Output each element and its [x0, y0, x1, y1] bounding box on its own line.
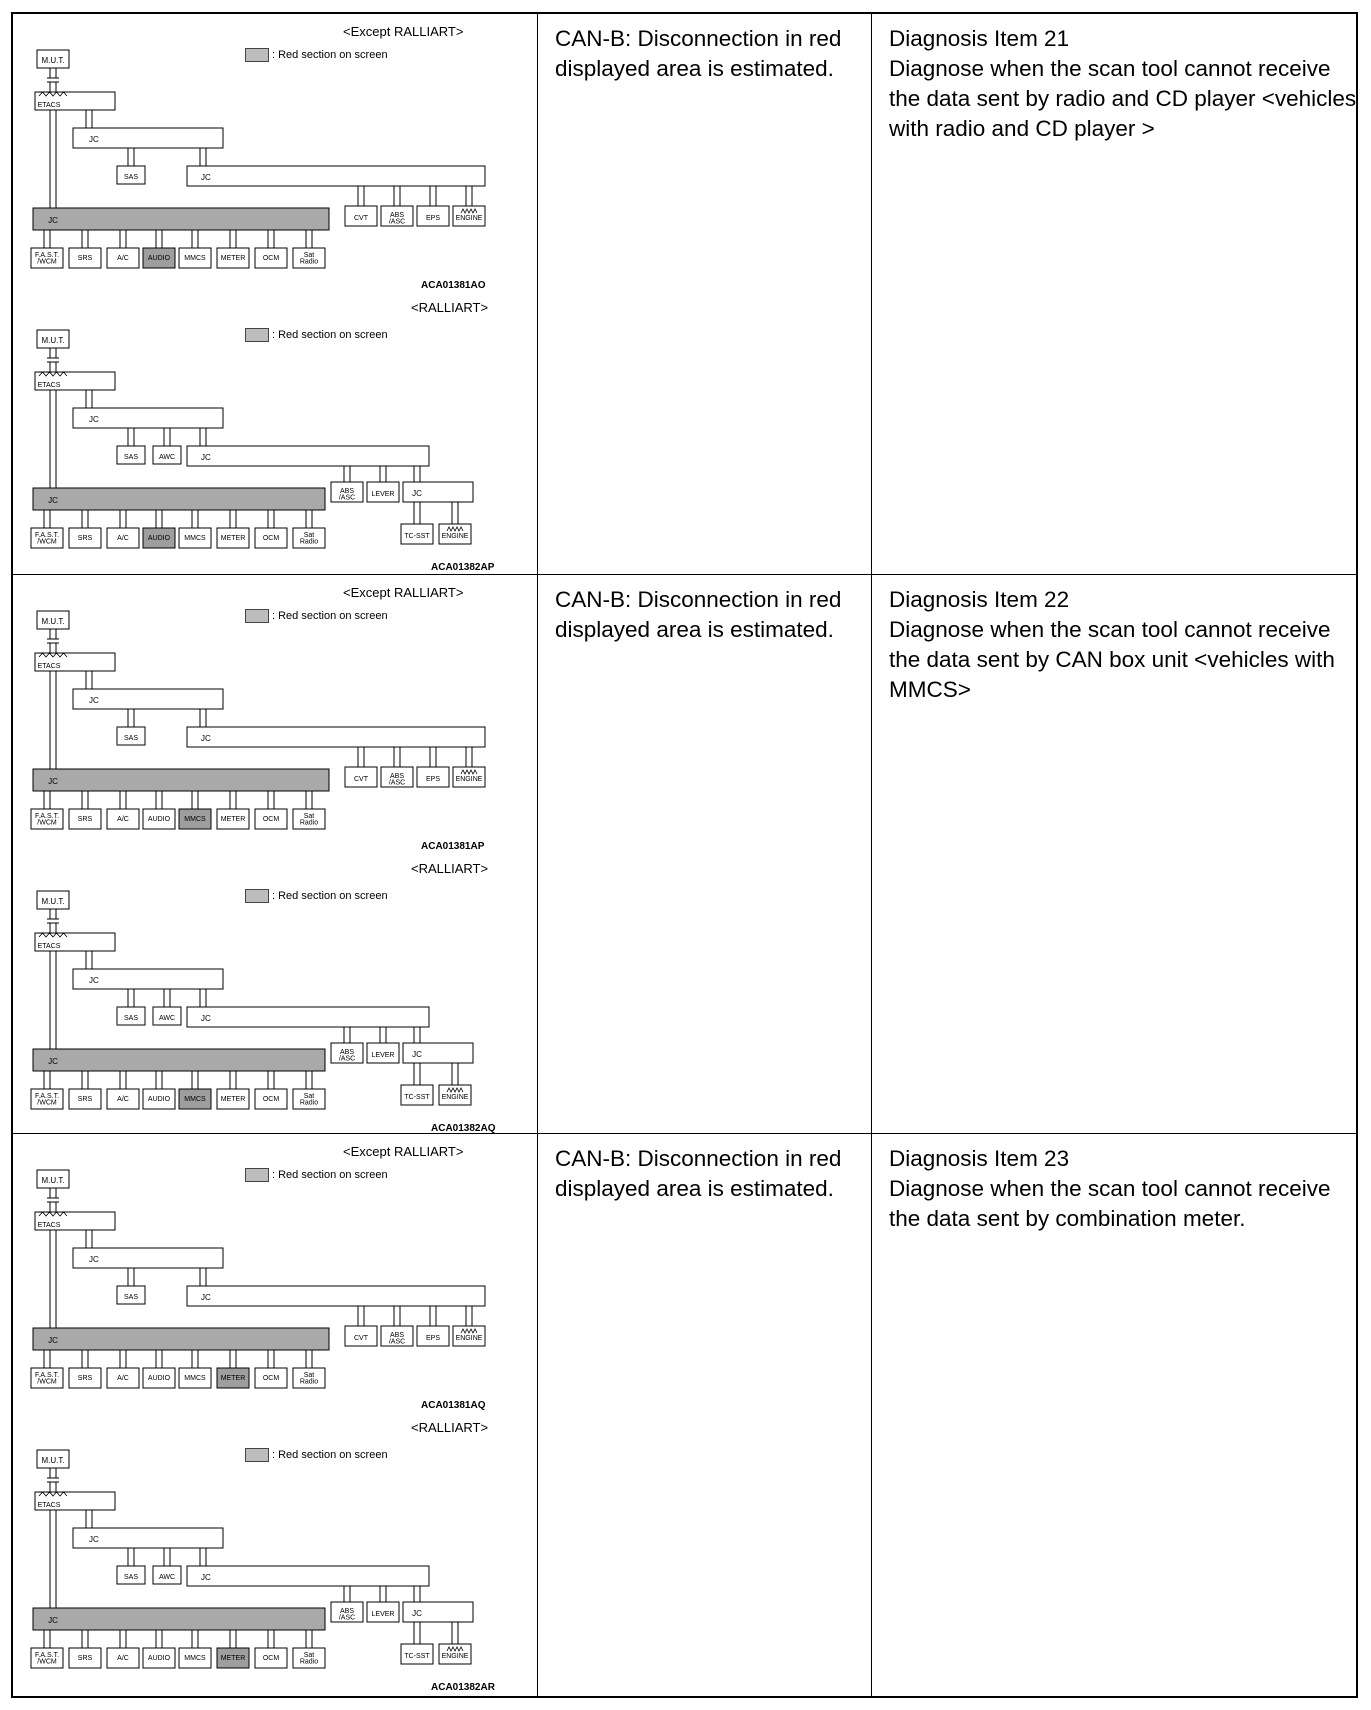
jc-label: JC: [89, 976, 99, 985]
diagram-title: <Except RALLIART>: [343, 585, 464, 600]
jc-label: JC: [48, 1616, 58, 1625]
mut-label: M.U.T.: [41, 1176, 65, 1185]
figure-code: ACA01382AR: [431, 1682, 495, 1693]
node-label: TC-SST: [404, 1653, 430, 1660]
node-label: Sat Radio: [299, 812, 319, 827]
jc-box: [187, 446, 429, 466]
jc-box: [187, 1286, 485, 1306]
diagram-except-ralliart: [13, 22, 538, 292]
diagram-title: <Except RALLIART>: [343, 1144, 464, 1159]
diagram-title: <RALLIART>: [411, 1420, 489, 1435]
node-label: Sat Radio: [299, 251, 319, 266]
figure-code: ACA01382AQ: [431, 1123, 496, 1134]
node-label: TC-SST: [404, 1094, 430, 1101]
jc-label: JC: [48, 216, 58, 225]
node-label: EPS: [425, 776, 441, 783]
node-label: CVT: [354, 776, 368, 783]
result-cell: [555, 1144, 875, 1204]
node-label: AUDIO: [147, 1655, 171, 1662]
node-label: ABS /ASC: [388, 1331, 406, 1346]
node-label: TC-SST: [404, 533, 430, 540]
node-label: OCM: [262, 1655, 280, 1662]
node-label: A/C: [117, 535, 129, 542]
jc-label: JC: [412, 489, 422, 498]
diagnosis-item-cell: [889, 24, 1359, 144]
node-label: METER: [220, 1375, 246, 1382]
jc-bus: [33, 1608, 325, 1630]
jc-label: JC: [48, 777, 58, 786]
jc-label: JC: [89, 415, 99, 424]
node-label: MMCS: [184, 535, 206, 542]
node-label: Sat Radio: [299, 1651, 319, 1666]
jc-bus: [33, 1049, 325, 1071]
can-bus-diagram: [19, 318, 519, 558]
diagnosis-item-description: Diagnose when the scan tool cannot receive the data sent by CAN box unit <vehicles with MMCS>: [889, 617, 1335, 702]
can-bus-diagram: [19, 1438, 519, 1678]
node-label: SRS: [77, 255, 93, 262]
jc-label: JC: [201, 453, 211, 462]
etacs-label: ETACS: [37, 1502, 61, 1509]
mut-label: M.U.T.: [41, 336, 65, 345]
node-label: A/C: [117, 1375, 129, 1382]
figure-code: ACA01381AO: [421, 280, 486, 291]
jc-bus: [33, 208, 329, 230]
node-label: EPS: [425, 215, 441, 222]
node-label: AUDIO: [147, 255, 171, 262]
legend-text: : Red section on screen: [272, 889, 388, 902]
result-text: CAN-B: Disconnection in red displayed area is estimated.: [555, 26, 842, 81]
node-label: SRS: [77, 535, 93, 542]
node-label: OCM: [262, 1096, 280, 1103]
node-label: AUDIO: [147, 535, 171, 542]
node-label: ENGINE: [441, 1094, 469, 1101]
etacs-label: ETACS: [37, 943, 61, 950]
figure-code: ACA01382AP: [431, 562, 495, 573]
figure-code: ACA01381AQ: [421, 1400, 486, 1411]
diagram-except-ralliart: [13, 583, 538, 853]
etacs-label: ETACS: [37, 1222, 61, 1229]
jc-bus: [33, 488, 325, 510]
node-label: EPS: [425, 1335, 441, 1342]
node-label: METER: [220, 255, 246, 262]
diagnosis-item-title: Diagnosis Item 23: [889, 1146, 1070, 1171]
legend-text: : Red section on screen: [272, 1168, 388, 1181]
diagnosis-item-cell: [889, 1144, 1359, 1234]
diagnosis-item-title: Diagnosis Item 22: [889, 587, 1070, 612]
sas-label: SAS: [123, 735, 139, 742]
node-label: CVT: [354, 1335, 368, 1342]
legend-text: : Red section on screen: [272, 328, 388, 341]
node-label: METER: [220, 535, 246, 542]
node-label: OCM: [262, 816, 280, 823]
node-label: MMCS: [184, 1375, 206, 1382]
jc-label: JC: [89, 1255, 99, 1264]
node-label: F.A.S.T. /WCM: [34, 1651, 60, 1666]
sas-label: SAS: [123, 1015, 139, 1022]
node-label: ABS /ASC: [338, 487, 356, 502]
legend-text: : Red section on screen: [272, 609, 388, 622]
can-bus-diagram: [19, 879, 519, 1119]
node-label: AUDIO: [147, 816, 171, 823]
node-label: METER: [220, 1096, 246, 1103]
jc-label: JC: [412, 1050, 422, 1059]
node-label: OCM: [262, 1375, 280, 1382]
diagram-title: <RALLIART>: [411, 300, 489, 315]
awc-label: AWC: [158, 1574, 176, 1581]
node-label: MMCS: [184, 255, 206, 262]
node-label: ABS /ASC: [338, 1048, 356, 1063]
row-divider: [13, 1133, 1356, 1134]
node-label: SRS: [77, 1655, 93, 1662]
column-divider: [871, 14, 872, 1696]
sas-label: SAS: [123, 1574, 139, 1581]
node-label: Sat Radio: [299, 1371, 319, 1386]
row-divider: [13, 574, 1356, 575]
jc-label: JC: [89, 696, 99, 705]
result-cell: [555, 585, 875, 645]
jc-box: [187, 166, 485, 186]
diagram-ralliart: [13, 302, 538, 572]
can-bus-diagram: [19, 1158, 519, 1398]
mut-label: M.U.T.: [41, 617, 65, 626]
node-label: F.A.S.T. /WCM: [34, 1092, 60, 1107]
jc-bus: [33, 1328, 329, 1350]
mut-label: M.U.T.: [41, 897, 65, 906]
jc-bus: [33, 769, 329, 791]
etacs-label: ETACS: [37, 382, 61, 389]
node-label: F.A.S.T. /WCM: [34, 531, 60, 546]
node-label: MMCS: [184, 816, 206, 823]
jc-label: JC: [48, 1336, 58, 1345]
node-label: LEVER: [371, 1052, 395, 1059]
node-label: Sat Radio: [299, 531, 319, 546]
jc-label: JC: [201, 734, 211, 743]
node-label: A/C: [117, 816, 129, 823]
node-label: ABS /ASC: [388, 772, 406, 787]
node-label: ABS /ASC: [388, 211, 406, 226]
node-label: SRS: [77, 1375, 93, 1382]
node-label: F.A.S.T. /WCM: [34, 251, 60, 266]
sas-label: SAS: [123, 174, 139, 181]
etacs-label: ETACS: [37, 663, 61, 670]
node-label: A/C: [117, 255, 129, 262]
jc-label: JC: [89, 1535, 99, 1544]
diagram-except-ralliart: [13, 1142, 538, 1412]
mut-label: M.U.T.: [41, 1456, 65, 1465]
awc-label: AWC: [158, 1015, 176, 1022]
legend-text: : Red section on screen: [272, 48, 388, 61]
node-label: LEVER: [371, 1611, 395, 1618]
sas-label: SAS: [123, 1294, 139, 1301]
node-label: OCM: [262, 535, 280, 542]
node-label: MMCS: [184, 1096, 206, 1103]
jc-label: JC: [201, 173, 211, 182]
node-label: Sat Radio: [299, 1092, 319, 1107]
node-label: ENGINE: [455, 215, 483, 222]
node-label: ENGINE: [455, 776, 483, 783]
node-label: ENGINE: [441, 1653, 469, 1660]
diagnosis-item-cell: [889, 585, 1359, 705]
node-label: LEVER: [371, 491, 395, 498]
node-label: METER: [220, 816, 246, 823]
jc-box: [187, 1007, 429, 1027]
node-label: AUDIO: [147, 1375, 171, 1382]
node-label: A/C: [117, 1655, 129, 1662]
node-label: SRS: [77, 816, 93, 823]
mut-label: M.U.T.: [41, 56, 65, 65]
result-cell: [555, 24, 875, 84]
node-label: AUDIO: [147, 1096, 171, 1103]
figure-code: ACA01381AP: [421, 841, 485, 852]
legend-text: : Red section on screen: [272, 1448, 388, 1461]
node-label: A/C: [117, 1096, 129, 1103]
diagnosis-item-description: Diagnose when the scan tool cannot receive the data sent by radio and CD player <vehicles with radio and CD player >: [889, 56, 1357, 141]
node-label: METER: [220, 1655, 246, 1662]
jc-label: JC: [201, 1014, 211, 1023]
can-bus-diagram: [19, 599, 519, 839]
sas-label: SAS: [123, 454, 139, 461]
node-label: OCM: [262, 255, 280, 262]
jc-label: JC: [48, 1057, 58, 1066]
node-label: ENGINE: [441, 533, 469, 540]
diagram-title: <Except RALLIART>: [343, 24, 464, 39]
node-label: ENGINE: [455, 1335, 483, 1342]
node-label: F.A.S.T. /WCM: [34, 1371, 60, 1386]
diagnosis-item-description: Diagnose when the scan tool cannot receive the data sent by combination meter.: [889, 1176, 1331, 1231]
node-label: ABS /ASC: [338, 1607, 356, 1622]
diagram-ralliart: [13, 1422, 538, 1692]
node-label: CVT: [354, 215, 368, 222]
jc-box: [187, 1566, 429, 1586]
node-label: F.A.S.T. /WCM: [34, 812, 60, 827]
diagram-title: <RALLIART>: [411, 861, 489, 876]
jc-label: JC: [201, 1293, 211, 1302]
jc-label: JC: [89, 135, 99, 144]
diagnosis-item-title: Diagnosis Item 21: [889, 26, 1070, 51]
result-text: CAN-B: Disconnection in red displayed area is estimated.: [555, 587, 842, 642]
jc-label: JC: [412, 1609, 422, 1618]
etacs-label: ETACS: [37, 102, 61, 109]
node-label: MMCS: [184, 1655, 206, 1662]
result-text: CAN-B: Disconnection in red displayed area is estimated.: [555, 1146, 842, 1201]
diagram-ralliart: [13, 863, 538, 1133]
jc-label: JC: [48, 496, 58, 505]
node-label: SRS: [77, 1096, 93, 1103]
awc-label: AWC: [158, 454, 176, 461]
jc-label: JC: [201, 1573, 211, 1582]
can-bus-diagram: [19, 38, 519, 278]
jc-box: [187, 727, 485, 747]
diagnosis-table: [11, 12, 1358, 1698]
